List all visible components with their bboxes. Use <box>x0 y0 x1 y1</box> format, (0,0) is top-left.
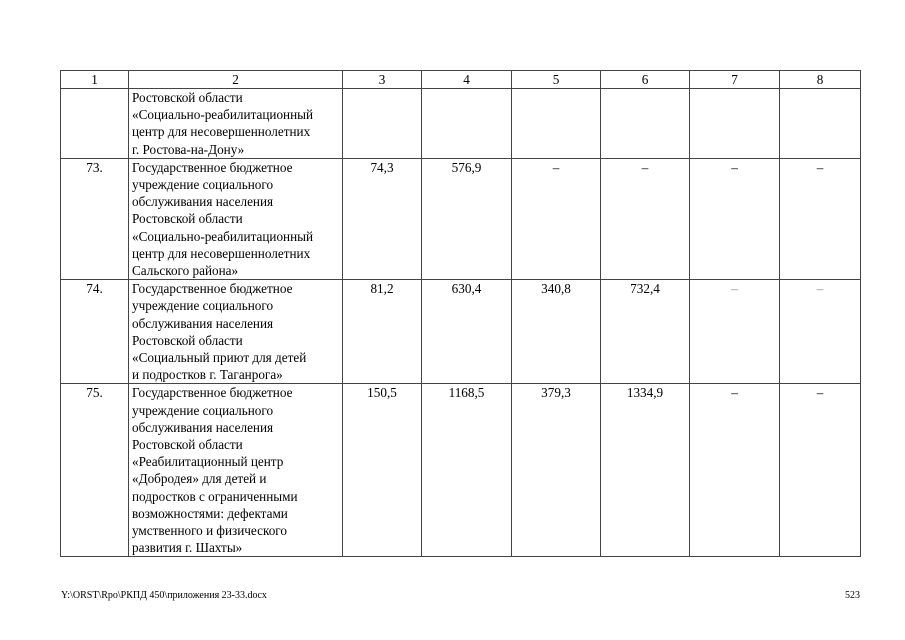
name-line: и подростков г. Таганрога» <box>132 367 283 383</box>
value-col-3: 74,3 <box>343 158 422 279</box>
name-line: «Социальный приют для детей <box>132 350 307 366</box>
value-col-5: 340,8 <box>512 280 601 384</box>
name-line: учреждение социального <box>132 298 274 314</box>
header-cell: 2 <box>129 71 343 89</box>
value-col-6 <box>601 89 690 159</box>
name-line: центр для несовершеннолетних <box>132 245 311 261</box>
institution-name <box>129 384 343 557</box>
table-row <box>61 89 861 159</box>
row-number <box>61 89 129 159</box>
header-cell: 1 <box>61 71 129 89</box>
value-col-7: – <box>690 280 780 384</box>
header-cell: 4 <box>422 71 512 89</box>
header-cell: 5 <box>512 71 601 89</box>
value-col-8: – <box>780 384 861 557</box>
appendix-table <box>60 70 861 557</box>
institution-name <box>129 89 343 159</box>
header-cell: 3 <box>343 71 422 89</box>
name-line: Сальского района» <box>132 263 239 279</box>
institution-name <box>129 280 343 384</box>
table-row <box>61 384 861 557</box>
footer-file-path: Y:\ORST\Rpo\РКПД 450\приложения 23-33.docx <box>61 590 267 601</box>
value-col-8: – <box>780 280 861 384</box>
name-line: умственного и физического <box>132 523 287 539</box>
name-line: обслуживания населения <box>132 194 274 210</box>
value-col-5: – <box>512 158 601 279</box>
value-col-6: 732,4 <box>601 280 690 384</box>
row-number: 74. <box>61 280 129 384</box>
value-col-4: 576,9 <box>422 158 512 279</box>
name-line: центр для несовершеннолетних <box>132 124 311 140</box>
page-number: 523 <box>845 590 860 601</box>
name-line: обслуживания населения <box>132 419 274 435</box>
name-line: «Добродея» для детей и <box>132 471 267 487</box>
name-line: учреждение социального <box>132 402 274 418</box>
header-cell: 7 <box>690 71 780 89</box>
name-line: учреждение социального <box>132 177 274 193</box>
name-line: Ростовской области <box>132 332 243 348</box>
institution-name <box>129 158 343 279</box>
value-col-7: – <box>690 158 780 279</box>
name-line: Государственное бюджетное <box>132 385 293 401</box>
value-col-4 <box>422 89 512 159</box>
header-cell: 6 <box>601 71 690 89</box>
value-col-5 <box>512 89 601 159</box>
value-col-4: 1168,5 <box>422 384 512 557</box>
name-line: Ростовской области <box>132 211 243 227</box>
name-line: г. Ростова-на-Дону» <box>132 141 245 157</box>
value-col-6: 1334,9 <box>601 384 690 557</box>
name-line: подростков с ограниченными <box>132 488 298 504</box>
value-col-7 <box>690 89 780 159</box>
name-line: «Социально-реабилитационный <box>132 228 314 244</box>
name-line: Ростовской области <box>132 90 243 105</box>
value-col-8: – <box>780 158 861 279</box>
value-col-7: – <box>690 384 780 557</box>
row-number: 73. <box>61 158 129 279</box>
row-number: 75. <box>61 384 129 557</box>
name-line: «Социально-реабилитационный <box>132 107 314 123</box>
name-line: «Реабилитационный центр <box>132 454 284 470</box>
name-line: Государственное бюджетное <box>132 281 293 297</box>
value-col-3: 150,5 <box>343 384 422 557</box>
value-col-8 <box>780 89 861 159</box>
name-line: Ростовской области <box>132 437 243 453</box>
name-line: Государственное бюджетное <box>132 159 293 175</box>
name-line: обслуживания населения <box>132 315 274 331</box>
header-row <box>61 71 861 89</box>
table-row <box>61 158 861 279</box>
value-col-3: 81,2 <box>343 280 422 384</box>
header-cell: 8 <box>780 71 861 89</box>
value-col-6: – <box>601 158 690 279</box>
name-line: развития г. Шахты» <box>132 540 243 556</box>
value-col-4: 630,4 <box>422 280 512 384</box>
table-row <box>61 280 861 384</box>
name-line: возможностями: дефектами <box>132 505 288 521</box>
value-col-5: 379,3 <box>512 384 601 557</box>
value-col-3 <box>343 89 422 159</box>
